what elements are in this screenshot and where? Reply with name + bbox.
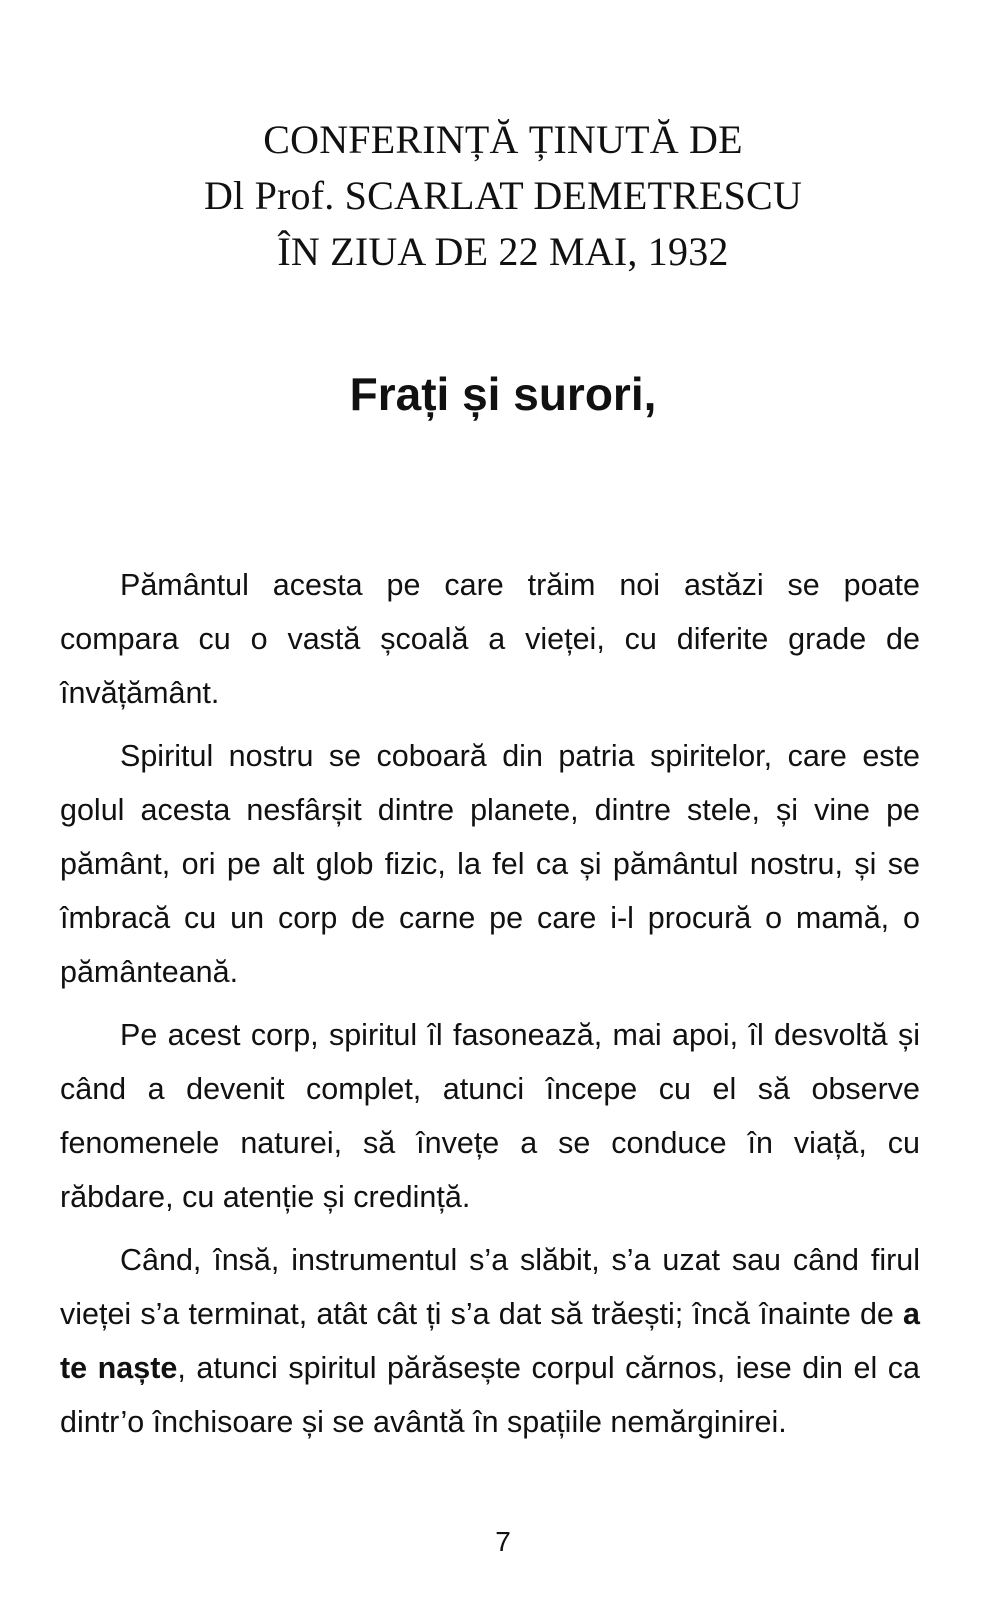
paragraph-4-bold-phrase: a te naște: [60, 1297, 920, 1385]
lecture-header: [0, 112, 1006, 280]
page-number: 7: [495, 1526, 511, 1557]
paragraph-2: Spiritul nostru se coboară din patria spiritelor, care este golul acesta nesfârșit dintre planete, dintre stele, și vine pe pământ, ori pe alt glob fizic, la fel ca și pământul nostru, și se îmbracă cu un corp de carne pe care i-l procură o mamă, o pământeană.: [60, 739, 920, 989]
paragraph-1: Pământul acesta pe care trăim noi astăzi se poate compara cu o vastă școală a vieței, cu diferite grade de învățământ.: [60, 568, 920, 710]
paragraph-3: Pe acest corp, spiritul îl fasonează, mai apoi, îl desvoltă și când a devenit complet, atunci începe cu el să observe fenomenele naturei, să învețe a se conduce în viață, cu răbdare, cu atenție și credință.: [60, 1018, 920, 1214]
paragraph-4-part-1: Când, însă, instrumentul s’a slăbit, s’a uzat sau când firul vieței s’a terminat, atât cât ți s’a dat să trăești; încă înainte de: [60, 1243, 920, 1331]
body-text: [60, 558, 920, 1458]
salutation-heading: Frați și surori,: [349, 368, 657, 420]
header-line-2: Dl Prof. SCARLAT DEMETRESCU: [203, 173, 803, 218]
paragraph-4: [60, 1233, 920, 1449]
paragraph-4-part-2: , atunci spiritul părăsește corpul cărnos, iese din el ca dintr’o închisoare și se avântă în spațiile nemărginirei.: [60, 1351, 920, 1439]
header-line-3: ÎN ZIUA DE 22 MAI, 1932: [277, 229, 729, 274]
header-line-1: CONFERINȚĂ ȚINUTĂ DE: [263, 117, 743, 162]
